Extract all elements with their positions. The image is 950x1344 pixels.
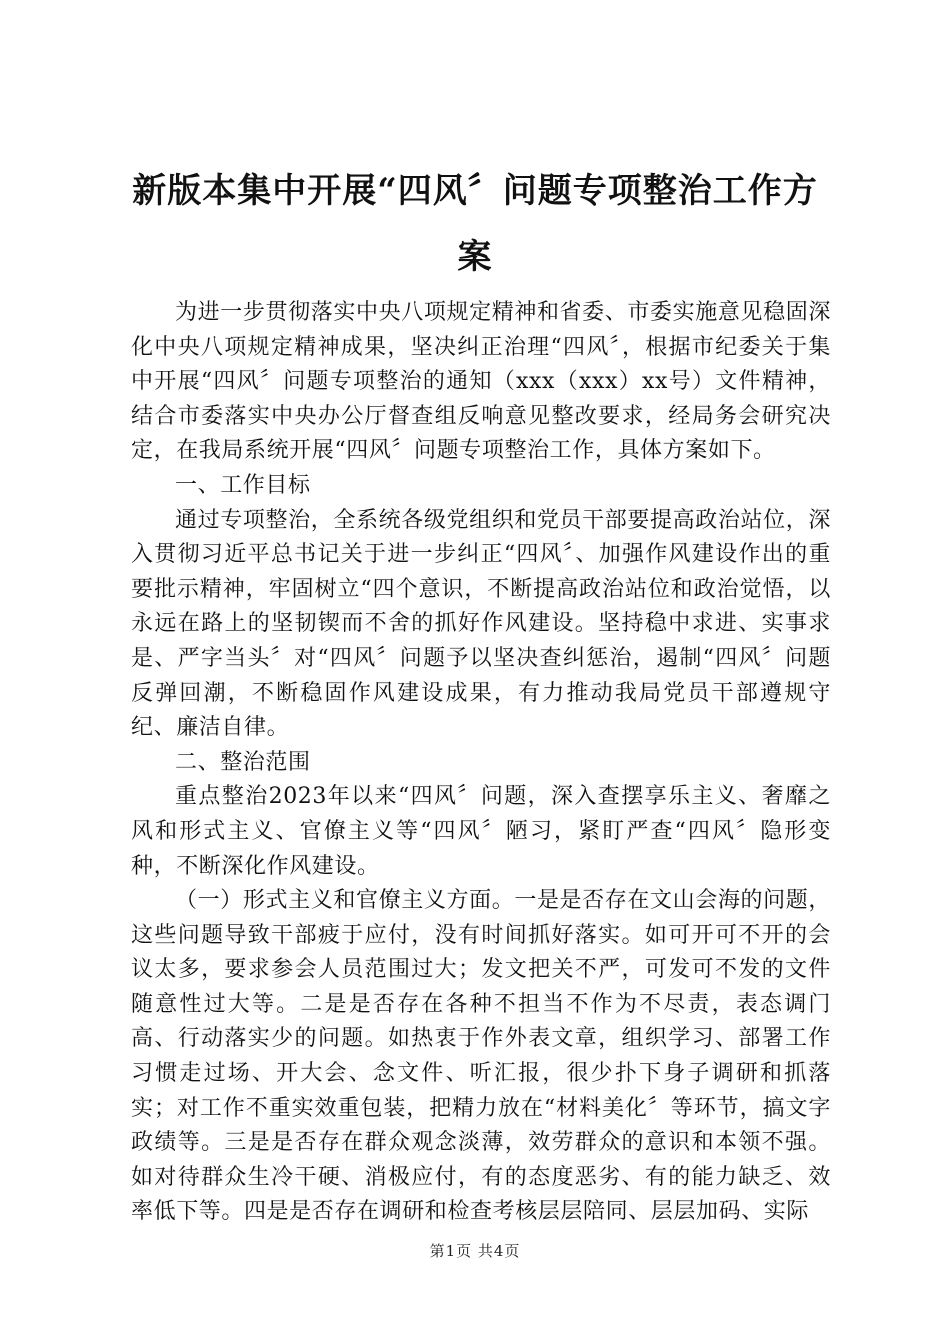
scope-paragraph: 重点整治2023年以来“四风〞问题，深入查摆享乐主义、奢靡之风和形式主义、官僚主义等“四风〞陋习，紧盯严查“四风〞隐形变种，不断深化作风建设。	[131, 784, 831, 879]
goals-paragraph: 通过专项整治，全系统各级党组织和党员干部要提高政治站位，深入贯彻习近平总书记关于进一步纠正“四风〞、加强作风建设作出的重要批示精神，牢固树立“四个意识，不断提高政治站位和政治觉悟，以永远在路上的坚韧锲而不舍的抓好作风建设。坚持稳中求进、实事求是、严字当头〞对“四风〞问题予以坚决查纠惩治，遏制“四风〞问题反弹回潮，不断稳固作风建设成果，有力推动我局党员干部遵规守纪、廉洁自律。	[131, 507, 831, 741]
section-heading-goals: 一、工作目标	[175, 472, 311, 498]
page-footer: 第1页 共4页	[429, 1242, 521, 1260]
section-heading-scope: 二、整治范围	[175, 749, 311, 775]
document-title: 新版本集中开展“四风〞问题专项整治工作方案	[132, 171, 818, 277]
formalism-paragraph: （一）形式主义和官僚主义方面。一是是否存在文山会海的问题，这些问题导致干部疲于应付，没有时间抓好落实。如可开可不开的会议太多，要求参会人员范围过大；发文把关不严，可发可不发的文件随意性过大等。二是是否存在各种不担当不作为不尽责，表态调门高、行动落实少的问题。如热衷于作外表文章，组织学习、部署工作习惯走过场、开大会、念文件、听汇报，很少扑下身子调研和抓落实；对工作不重实效重包装，把精力放在“材料美化〞等环节，搞文字政绩等。三是是否存在群众观念淡薄，效劳群众的意识和本领不强。如对待群众生冷干硬、消极应付，有的态度恶劣、有的能力缺乏、效率低下等。四是是否存在调研和检查考核层层陪同、层层加码、实际	[131, 888, 831, 1225]
document-body	[131, 296, 831, 1230]
intro-paragraph: 为进一步贯彻落实中央八项规定精神和省委、市委实施意见稳固深化中央八项规定精神成果，坚决纠正治理“四风〞，根据市纪委关于集中开展“四风〞问题专项整治的通知（xxx（xxx）xx号）文件精神，结合市委落实中央办公厅督查组反响意见整改要求，经局务会研究决定，在我局系统开展“四风〞问题专项整治工作，具体方案如下。	[131, 300, 831, 464]
